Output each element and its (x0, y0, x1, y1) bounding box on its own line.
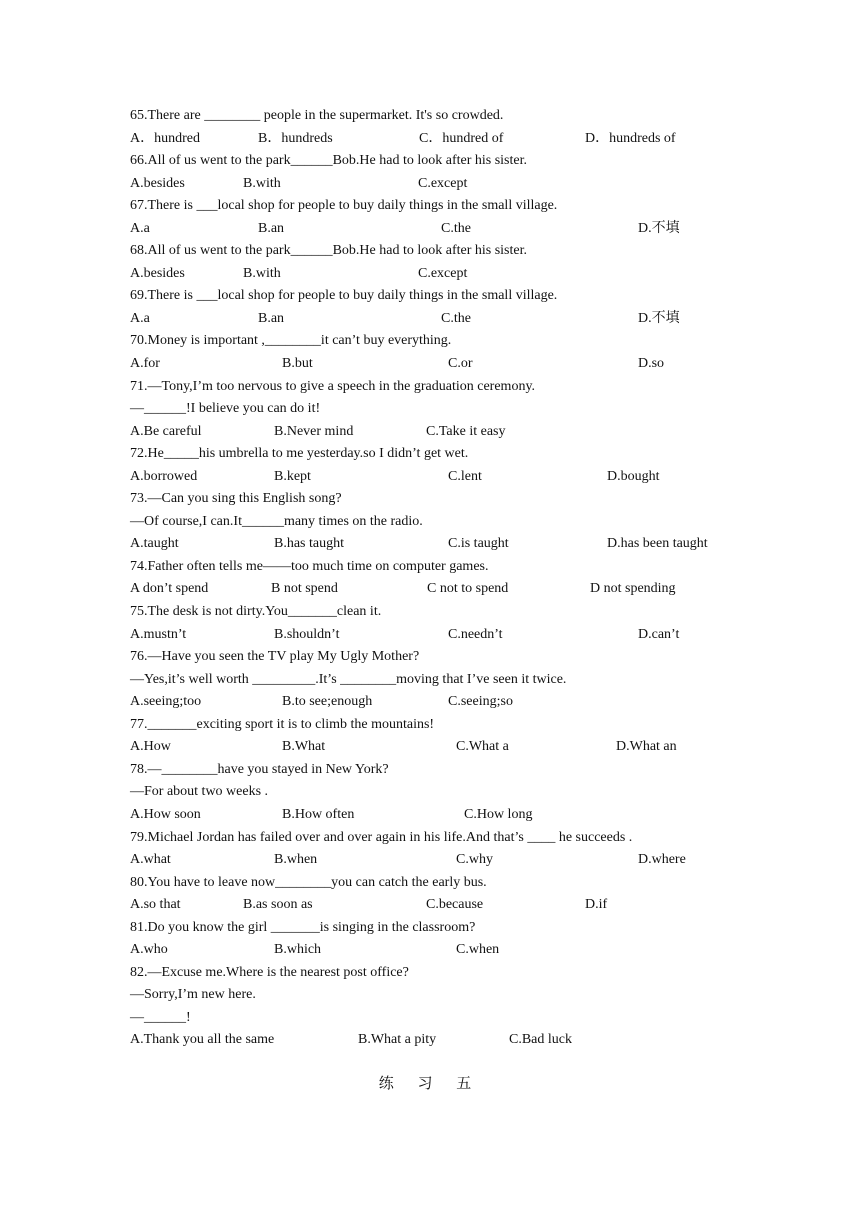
answer-option: A.Thank you all the same (130, 1032, 275, 1048)
answer-option: C.the (441, 220, 471, 236)
dialogue-line: —Of course,I can.It______many times on the radio. (130, 513, 423, 529)
answer-option: A.besides (130, 175, 185, 191)
answer-option: B.which (274, 942, 322, 958)
answer-option: C.lent (448, 468, 482, 484)
answer-option: D.不填 (638, 310, 680, 326)
answer-option: B.but (282, 356, 313, 372)
question-stem: 78.—________have you stayed in New York? (130, 761, 389, 777)
answer-option: A.for (130, 356, 160, 372)
question-stem: 71.—Tony,I’m too nervous to give a speech in the graduation ceremony. (130, 378, 536, 394)
question-block (130, 195, 750, 240)
answer-option: C.because (426, 897, 484, 913)
options-row (130, 804, 750, 827)
question-block (130, 917, 750, 962)
question-block (130, 285, 750, 330)
question-stem: 68.All of us went to the park______Bob.He had to look after his sister. (130, 243, 527, 259)
answer-option: A don’t spend (130, 581, 209, 597)
question-block (130, 962, 750, 1052)
answer-option: A.taught (130, 536, 179, 552)
options-row (130, 533, 750, 556)
question-stem: 74.Father often tells me——too much time on computer games. (130, 558, 489, 574)
answer-option: A.so that (130, 897, 181, 913)
answer-option: D.can’t (638, 626, 680, 642)
answer-option: A.what (130, 852, 171, 868)
options-row (130, 578, 750, 601)
question-stem: 75.The desk is not dirty.You_______clean it. (130, 604, 382, 620)
question-block (130, 240, 750, 285)
options-row (130, 263, 750, 286)
answer-option: B.when (274, 852, 318, 868)
question-list (130, 105, 750, 1052)
answer-option: C.How long (464, 806, 533, 822)
question-block (130, 714, 750, 759)
options-row (130, 353, 750, 376)
answer-option: D not spending (590, 581, 676, 597)
options-row (130, 1029, 750, 1052)
answer-option: C.the (441, 310, 471, 326)
answer-option: D．hundreds of (585, 130, 676, 146)
answer-option: A.a (130, 220, 150, 236)
question-block (130, 646, 750, 714)
question-block (130, 443, 750, 488)
dialogue-line: —Yes,it’s well worth _________.It’s ________moving that I’ve seen it twice. (130, 671, 567, 687)
answer-option: B not spend (271, 581, 338, 597)
question-block (130, 601, 750, 646)
options-row (130, 466, 750, 489)
answer-option: C.What a (456, 739, 509, 755)
answer-option: B.What a pity (358, 1032, 437, 1048)
answer-option: A.mustn’t (130, 626, 187, 642)
question-stem: 73.—Can you sing this English song? (130, 491, 342, 507)
question-stem: 67.There is ___local shop for people to buy daily things in the small village. (130, 198, 558, 214)
answer-option: C.or (448, 356, 473, 372)
answer-option: D.if (585, 897, 608, 913)
answer-option: B.shouldn’t (274, 626, 340, 642)
options-row (130, 173, 750, 196)
answer-option: C.is taught (448, 536, 509, 552)
options-row (130, 128, 750, 151)
answer-option: B.kept (274, 468, 311, 484)
question-block (130, 556, 750, 601)
answer-option: A.How soon (130, 806, 201, 822)
options-row (130, 308, 750, 331)
answer-option: D.What an (616, 739, 677, 755)
options-row (130, 849, 750, 872)
page-footer: 练 习 五 (378, 1076, 482, 1092)
question-block (130, 759, 750, 827)
answer-option: B.How often (282, 806, 355, 822)
options-row (130, 939, 750, 962)
question-stem: 69.There is ___local shop for people to buy daily things in the small village. (130, 288, 558, 304)
answer-option: D.so (638, 356, 665, 372)
answer-option: A.seeing;too (130, 694, 202, 710)
answer-option: C.needn’t (448, 626, 503, 642)
answer-option: A.Be careful (130, 423, 202, 439)
question-stem: 70.Money is important ,________it can’t buy everything. (130, 333, 452, 349)
answer-option: B.What (282, 739, 326, 755)
question-stem: 80.You have to leave now________you can catch the early bus. (130, 874, 487, 890)
answer-option: B.with (243, 265, 281, 281)
question-block (130, 488, 750, 556)
options-row (130, 736, 750, 759)
answer-option: C.except (418, 265, 468, 281)
question-block (130, 376, 750, 444)
options-row (130, 691, 750, 714)
answer-option: D.bought (607, 468, 660, 484)
question-stem: 72.He_____his umbrella to me yesterday.so I didn’t get wet. (130, 446, 469, 462)
question-stem: 65.There are ________ people in the supermarket. It's so crowded. (130, 108, 504, 123)
options-row (130, 624, 750, 647)
dialogue-line: —______! (130, 1009, 191, 1025)
question-stem: 79.Michael Jordan has failed over and over again in his life.And that’s ____ he succeeds . (130, 829, 633, 845)
answer-option: A.borrowed (130, 468, 198, 484)
answer-option: C.except (418, 175, 468, 191)
answer-option: D.where (638, 852, 686, 868)
answer-option: B.to see;enough (282, 694, 373, 710)
question-stem: 77._______exciting sport it is to climb the mountains! (130, 716, 435, 732)
question-block (130, 150, 750, 195)
question-block (130, 827, 750, 872)
dialogue-line: —For about two weeks . (130, 784, 269, 800)
answer-option: C.Bad luck (509, 1032, 572, 1048)
answer-option: B.as soon as (243, 897, 313, 913)
answer-option: C.when (456, 942, 500, 958)
options-row (130, 421, 750, 444)
options-row (130, 894, 750, 917)
answer-option: C.why (456, 852, 493, 868)
answer-option: D.has been taught (607, 536, 708, 552)
question-block (130, 330, 750, 375)
answer-option: C not to spend (427, 581, 509, 597)
dialogue-line: —Sorry,I’m new here. (130, 987, 256, 1003)
answer-option: B.an (258, 220, 285, 236)
answer-option: A.besides (130, 265, 185, 281)
answer-option: B.an (258, 310, 285, 326)
question-stem: 82.—Excuse me.Where is the nearest post office? (130, 964, 409, 980)
question-stem: 76.—Have you seen the TV play My Ugly Mother? (130, 649, 420, 665)
answer-option: B.with (243, 175, 281, 191)
options-row (130, 218, 750, 241)
answer-option: D.不填 (638, 220, 680, 236)
answer-option: C.Take it easy (426, 423, 506, 439)
dialogue-line: —______!I believe you can do it! (130, 401, 321, 417)
answer-option: A．hundred (130, 130, 200, 146)
answer-option: A.who (130, 942, 168, 958)
question-stem: 81.Do you know the girl _______is singing in the classroom? (130, 919, 476, 935)
answer-option: B.has taught (274, 536, 344, 552)
question-block (130, 872, 750, 917)
answer-option: C.seeing;so (448, 694, 513, 710)
answer-option: A.How (130, 739, 171, 755)
answer-option: B．hundreds (258, 130, 333, 146)
question-stem: 66.All of us went to the park______Bob.He had to look after his sister. (130, 153, 527, 169)
question-block (130, 105, 750, 150)
answer-option: B.Never mind (274, 423, 354, 439)
answer-option: C．hundred of (419, 130, 504, 146)
answer-option: A.a (130, 310, 150, 326)
